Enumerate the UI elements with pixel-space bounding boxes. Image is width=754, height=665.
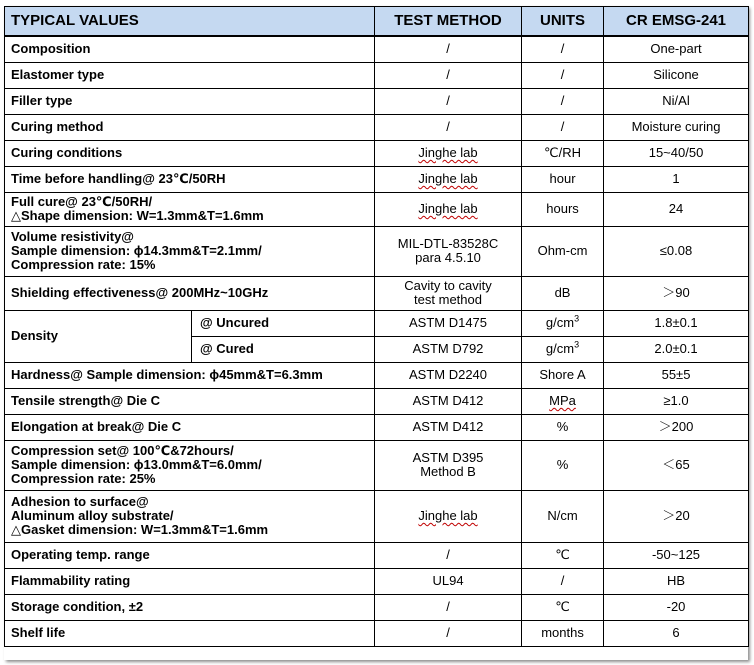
- value-cell: One-part: [604, 36, 749, 62]
- label-line: Adhesion to surface@: [11, 494, 149, 509]
- method-text: Jinghe lab: [418, 201, 478, 216]
- unit-text: MPa: [549, 393, 576, 408]
- value-cell: -50~125: [604, 542, 749, 568]
- table-row: [5, 140, 749, 166]
- label-line: △Shape dimension: W=1.3mm&T=1.6mm: [11, 208, 264, 223]
- label-line: Sample dimension: ϕ13.0mm&T=6.0mm/: [11, 457, 262, 472]
- method-line: ASTM D395: [412, 450, 484, 465]
- unit-cell: Shore A: [522, 362, 604, 388]
- label-line: △Gasket dimension: W=1.3mm&T=1.6mm: [11, 522, 269, 537]
- table-row: [5, 310, 749, 336]
- table-row: [5, 388, 749, 414]
- property-label: Curing method: [5, 114, 375, 140]
- property-label: Elastomer type: [5, 62, 375, 88]
- label-line: Compression set@ 100℃&72hours/: [11, 443, 234, 458]
- property-label: Curing conditions: [5, 140, 375, 166]
- table-row: [5, 62, 749, 88]
- table-row: [5, 36, 749, 62]
- table-row: [5, 192, 749, 226]
- value-cell: ＞200: [604, 414, 749, 440]
- table-row: [5, 414, 749, 440]
- property-label: Elongation at break@ Die C: [5, 414, 375, 440]
- header-product: CR EMSG-241: [604, 7, 749, 37]
- method-line: Method B: [420, 464, 476, 479]
- unit-cell: /: [522, 568, 604, 594]
- property-label: Tensile strength@ Die C: [5, 388, 375, 414]
- label-line: Aluminum alloy substrate/: [11, 508, 174, 523]
- test-method-cell: /: [375, 114, 522, 140]
- property-label: Time before handling@ 23℃/50RH: [5, 166, 375, 192]
- table-row: [5, 620, 749, 646]
- unit-cell: dB: [522, 276, 604, 310]
- test-method-cell: /: [375, 62, 522, 88]
- value-cell: 55±5: [604, 362, 749, 388]
- unit-cell: /: [522, 62, 604, 88]
- table-row: [5, 88, 749, 114]
- test-method-cell: [375, 140, 522, 166]
- unit-cell: %: [522, 440, 604, 490]
- value-cell: 1.8±0.1: [604, 310, 749, 336]
- density-sub-cured: @ Cured: [192, 336, 375, 362]
- property-label: Hardness@ Sample dimension: ϕ45mm&T=6.3mm: [5, 362, 375, 388]
- property-label: Flammability rating: [5, 568, 375, 594]
- test-method-cell: UL94: [375, 568, 522, 594]
- property-label: Storage condition, ±2: [5, 594, 375, 620]
- table-row: [5, 594, 749, 620]
- value-cell: ≤0.08: [604, 226, 749, 276]
- value-cell: HB: [604, 568, 749, 594]
- test-method-cell: /: [375, 542, 522, 568]
- value-cell: ＞20: [604, 490, 749, 542]
- method-line: MIL-DTL-83528C: [397, 236, 499, 251]
- test-method-cell: [375, 276, 522, 310]
- value-cell: -20: [604, 594, 749, 620]
- value-cell: ＜65: [604, 440, 749, 490]
- method-text: Jinghe lab: [418, 145, 478, 160]
- label-line: Full cure@ 23℃/50RH/: [11, 194, 153, 209]
- value-cell: Moisture curing: [604, 114, 749, 140]
- label-line: Compression rate: 15%: [11, 257, 156, 272]
- table-row: [5, 440, 749, 490]
- table-row: [5, 114, 749, 140]
- unit-cell: Ohm-cm: [522, 226, 604, 276]
- unit-cell: ℃: [522, 594, 604, 620]
- header-row: [5, 7, 749, 37]
- table-row: [5, 542, 749, 568]
- unit-cell: hour: [522, 166, 604, 192]
- property-label: Composition: [5, 36, 375, 62]
- unit-cell: /: [522, 88, 604, 114]
- value-cell: Ni/Al: [604, 88, 749, 114]
- property-label: [5, 192, 375, 226]
- property-label: Shielding effectiveness@ 200MHz~10GHz: [5, 276, 375, 310]
- label-line: Sample dimension: ϕ14.3mm&T=2.1mm/: [11, 243, 262, 258]
- method-line: para 4.5.10: [415, 250, 481, 265]
- unit-cell: [522, 336, 604, 362]
- value-cell: Silicone: [604, 62, 749, 88]
- property-label: Operating temp. range: [5, 542, 375, 568]
- header-test-method: TEST METHOD: [375, 7, 522, 37]
- unit-cell: /: [522, 36, 604, 62]
- property-label: [5, 490, 375, 542]
- value-cell: ＞90: [604, 276, 749, 310]
- property-label: Filler type: [5, 88, 375, 114]
- unit-cell: [522, 310, 604, 336]
- value-cell: ≥1.0: [604, 388, 749, 414]
- method-text: Jinghe lab: [418, 171, 478, 186]
- unit-cell: [522, 388, 604, 414]
- unit-superscript: 3: [574, 339, 580, 350]
- test-method-cell: ASTM D2240: [375, 362, 522, 388]
- unit-cell: months: [522, 620, 604, 646]
- test-method-cell: /: [375, 88, 522, 114]
- test-method-cell: [375, 490, 522, 542]
- test-method-cell: ASTM D412: [375, 388, 522, 414]
- method-text: Jinghe lab: [418, 508, 478, 523]
- method-line: Cavity to cavity: [404, 278, 492, 293]
- value-cell: 1: [604, 166, 749, 192]
- header-units: UNITS: [522, 7, 604, 37]
- table-row: [5, 166, 749, 192]
- unit-text: g/cm: [545, 315, 575, 330]
- test-method-cell: ASTM D792: [375, 336, 522, 362]
- value-cell: 6: [604, 620, 749, 646]
- test-method-cell: [375, 440, 522, 490]
- table-row: [5, 490, 749, 542]
- unit-cell: %: [522, 414, 604, 440]
- test-method-cell: [375, 226, 522, 276]
- label-line: Volume resistivity@: [11, 229, 134, 244]
- property-label: Shelf life: [5, 620, 375, 646]
- density-sub-uncured: @ Uncured: [192, 310, 375, 336]
- header-typical-values: TYPICAL VALUES: [5, 7, 375, 37]
- unit-cell: /: [522, 114, 604, 140]
- unit-cell: ℃: [522, 542, 604, 568]
- unit-text: g/cm: [545, 341, 575, 356]
- test-method-cell: [375, 166, 522, 192]
- property-label: [5, 440, 375, 490]
- method-line: test method: [414, 292, 482, 307]
- unit-superscript: 3: [574, 313, 580, 324]
- unit-cell: hours: [522, 192, 604, 226]
- spec-sheet: [4, 6, 748, 660]
- test-method-cell: [375, 192, 522, 226]
- label-line: Compression rate: 25%: [11, 471, 156, 486]
- test-method-cell: ASTM D412: [375, 414, 522, 440]
- value-cell: 2.0±0.1: [604, 336, 749, 362]
- property-label: [5, 226, 375, 276]
- table-row: [5, 568, 749, 594]
- unit-cell: ℃/RH: [522, 140, 604, 166]
- test-method-cell: /: [375, 620, 522, 646]
- test-method-cell: /: [375, 594, 522, 620]
- unit-cell: N/cm: [522, 490, 604, 542]
- typical-values-table: [4, 6, 749, 647]
- test-method-cell: /: [375, 36, 522, 62]
- property-label-density: Density: [5, 310, 192, 362]
- value-cell: 24: [604, 192, 749, 226]
- table-row: [5, 362, 749, 388]
- table-row: [5, 276, 749, 310]
- table-row: [5, 226, 749, 276]
- value-cell: 15~40/50: [604, 140, 749, 166]
- test-method-cell: ASTM D1475: [375, 310, 522, 336]
